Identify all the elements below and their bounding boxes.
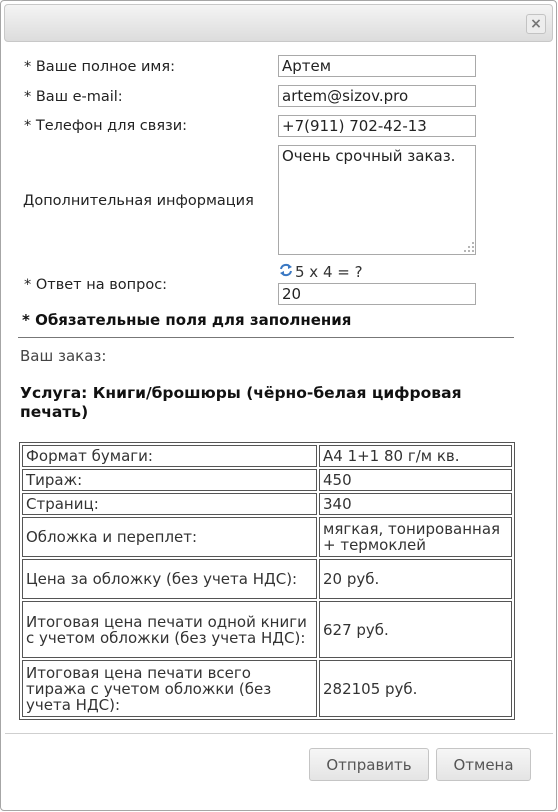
row-key: Тираж: <box>22 469 317 491</box>
info-label: Дополнительная информация <box>23 193 254 209</box>
row-value: мягкая, тонированная + термоклей <box>319 517 512 557</box>
email-field[interactable] <box>278 85 476 107</box>
row-value: А4 1+1 80 г/м кв. <box>319 445 512 467</box>
dialog-titlebar <box>4 4 553 42</box>
name-field[interactable] <box>278 55 476 77</box>
footer-divider <box>5 733 553 734</box>
row-key: Обложка и переплет: <box>22 517 317 557</box>
phone-label: * Телефон для связи: <box>24 118 188 134</box>
captcha-answer-field[interactable] <box>278 283 476 305</box>
cancel-button[interactable]: Отмена <box>436 748 531 781</box>
table-row <box>22 493 512 515</box>
row-key: Цена за обложку (без учета НДС): <box>22 559 317 599</box>
divider <box>18 337 514 338</box>
close-button[interactable] <box>526 14 546 34</box>
row-key: Итоговая цена печати всего тиража с учетом обложки (без учета НДС): <box>22 660 317 717</box>
table-row <box>22 517 512 557</box>
service-title: Услуга: Книги/брошюры (чёрно-белая цифровая печать) <box>20 384 462 421</box>
table-row <box>22 469 512 491</box>
required-fields-note: * Обязательные поля для заполнения <box>22 311 352 329</box>
close-icon: × <box>530 16 542 32</box>
row-key: Страниц: <box>22 493 317 515</box>
row-key: Формат бумаги: <box>22 445 317 467</box>
table-row <box>22 559 512 599</box>
order-label: Ваш заказ: <box>20 347 107 365</box>
table-row <box>22 445 512 467</box>
row-value: 450 <box>319 469 512 491</box>
resize-grip-icon[interactable] <box>463 241 475 253</box>
submit-button[interactable]: Отправить <box>309 748 429 781</box>
name-label: * Ваше полное имя: <box>24 59 175 75</box>
row-key: Итоговая цена печати одной книги с учетом обложки (без учета НДС): <box>22 601 317 658</box>
row-value: 627 руб. <box>319 601 512 658</box>
email-label: * Ваш e-mail: <box>24 89 123 105</box>
table-row <box>22 601 512 658</box>
info-textarea[interactable] <box>278 145 476 255</box>
phone-field[interactable] <box>278 115 476 137</box>
refresh-icon[interactable] <box>279 263 293 277</box>
table-row <box>22 660 512 717</box>
order-table <box>19 442 515 720</box>
captcha-question: 5 x 4 = ? <box>295 263 363 281</box>
row-value: 340 <box>319 493 512 515</box>
row-value: 282105 руб. <box>319 660 512 717</box>
row-value: 20 руб. <box>319 559 512 599</box>
captcha-label: * Ответ на вопрос: <box>24 277 168 293</box>
